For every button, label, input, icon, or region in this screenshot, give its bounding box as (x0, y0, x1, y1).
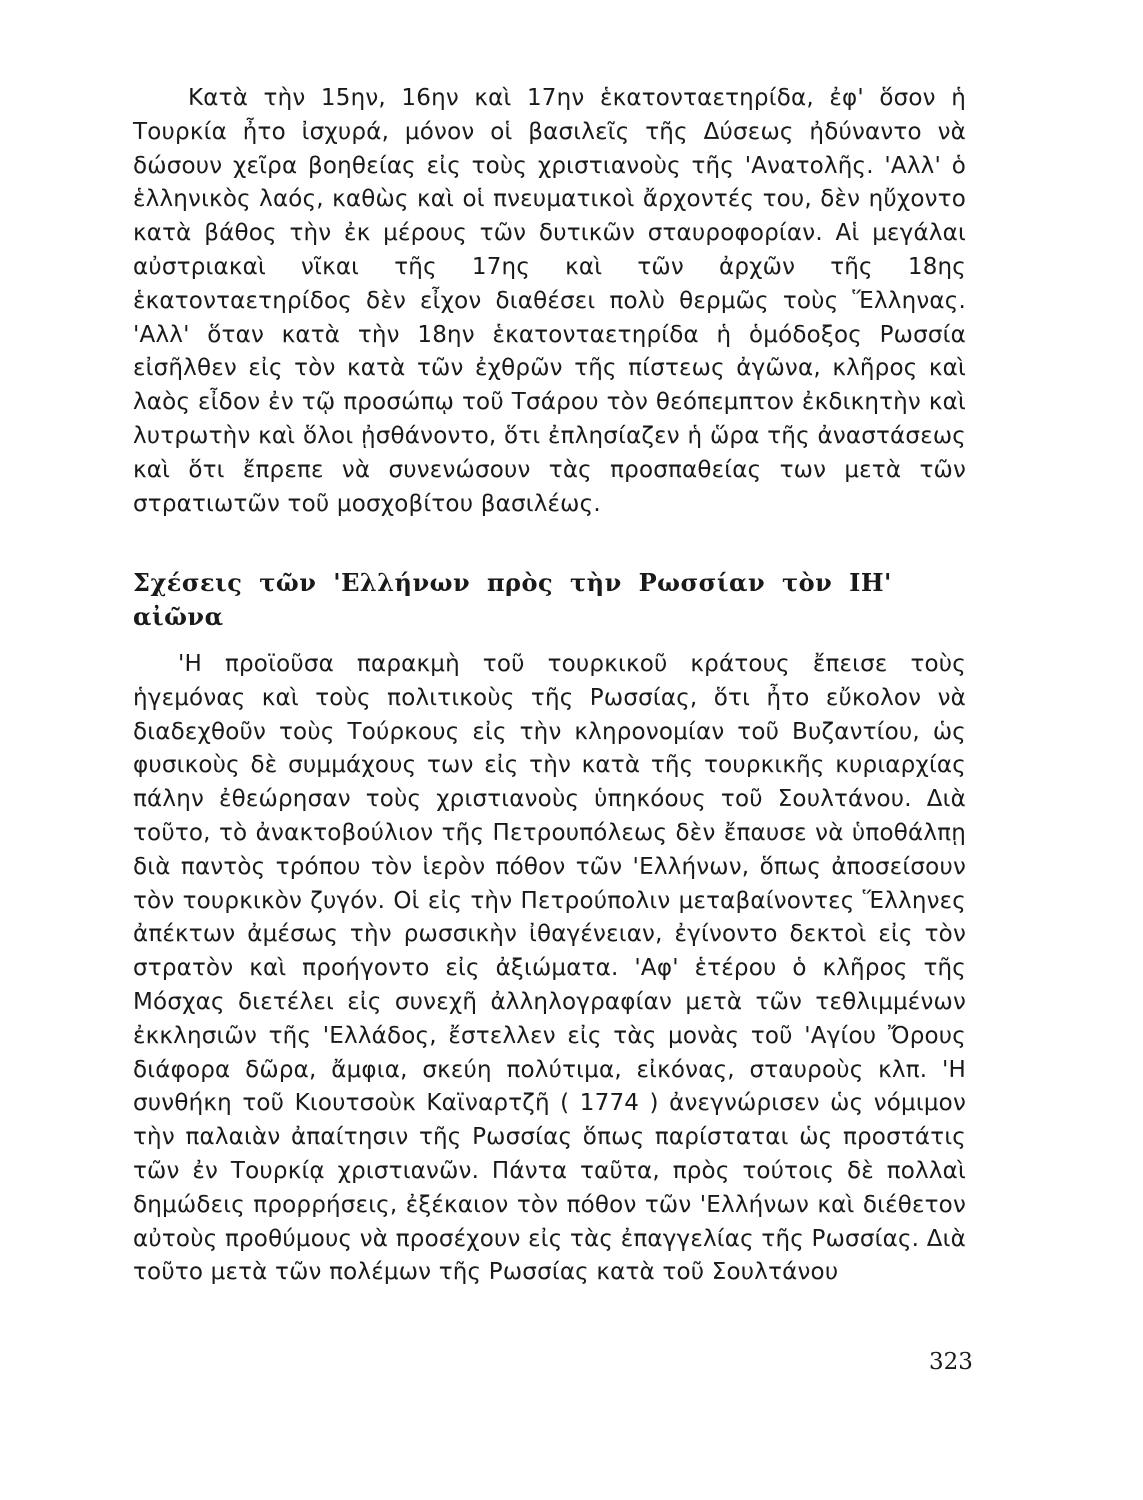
paragraph-intro: Κατὰ τὴν 15ην, 16ην καὶ 17ην ἑκατονταετηρίδα, ἐφ' ὅσον ἡ Τουρκία ἦτο ἰσχυρά, μόνον οἱ βασιλεῖς τῆς Δύσεως ἠδύναντο νὰ δώσουν χεῖρα βοηθείας εἰς τοὺς χριστιανοὺς τῆς 'Ανατολῆς. 'Αλλ' ὁ ἑλληνικὸς λαός, καθὼς καὶ οἱ πνευματικοὶ ἄρχοντές του, δὲν ηὔχοντο κατὰ βάθος τὴν ἐκ μέρους τῶν δυτικῶν σταυροφορίαν. Αἱ μεγάλαι αὐστριακαὶ νῖκαι τῆς 17ης καὶ τῶν ἀρχῶν τῆς 18ης ἑκατονταετηρίδος δὲν εἶχον διαθέσει πολὺ θερμῶς τοὺς Ἕλληνας. 'Αλλ' ὅταν κατὰ τὴν 18ην ἑκατονταετηρίδα ἡ ὁμόδοξος Ρωσσία εἰσῆλθεν εἰς τὸν κατὰ τῶν ἐχθρῶν τῆς πίστεως ἀγῶνα, κλῆρος καὶ λαὸς εἶδον ἐν τῷ προσώπῳ τοῦ Τσάρου τὸν θεόπεμπτον ἐκδικητὴν καὶ λυτρωτὴν καὶ ὅλοι ᾐσθάνοντο, ὅτι ἐπλησίαζεν ἡ ὥρα τῆς ἀναστάσεως καὶ ὅτι ἔπρεπε νὰ συνενώσουν τὰς προσπαθείας των μετὰ τῶν στρατιωτῶν τοῦ μοσχοβίτου βασιλέως. (133, 85, 966, 517)
section-heading: Σχέσεις τῶν 'Ελλήνων πρὸς τὴν Ρωσσίαν τὸν ΙΗ' αἰῶνα (133, 568, 892, 631)
page-number: 323 (929, 1349, 973, 1375)
paragraph-body: 'Η προϊοῦσα παρακμὴ τοῦ τουρκικοῦ κράτους ἔπεισε τοὺς ἡγεμόνας καὶ τοὺς πολιτικοὺς τῆς Ρωσσίας, ὅτι ἦτο εὔκολον νὰ διαδεχθοῦν τοὺς Τούρκους εἰς τὴν κληρονομίαν τοῦ Βυζαντίου, ὡς φυσικοὺς δὲ συμμάχους των εἰς τὴν κατὰ τῆς τουρκικῆς κυριαρχίας πάλην ἐθεώρησαν τοὺς χριστιανοὺς ὑπηκόους τοῦ Σουλτάνου. Διὰ τοῦτο, τὸ ἀνακτοβούλιον τῆς Πετρουπόλεως δὲν ἔπαυσε νὰ ὑποθάλπῃ διὰ παντὸς τρόπου τὸν ἱερὸν πόθον τῶν 'Ελλήνων, ὅπως ἀποσείσουν τὸν τουρκικὸν ζυγόν. Οἱ εἰς τὴν Πετρούπολιν μεταβαίνοντες Ἕλληνες ἀπέκτων ἀμέσως τὴν ρωσσικὴν ἰθαγένειαν, ἐγίνοντο δεκτοὶ εἰς τὸν στρατὸν καὶ προήγοντο εἰς ἀξιώματα. 'Αφ' ἑτέρου ὁ κλῆρος τῆς Μόσχας διετέλει εἰς συνεχῆ ἀλληλογραφίαν μετὰ τῶν τεθλιμμένων ἐκκλησιῶν τῆς 'Ελλάδος, ἔστελλεν εἰς τὰς μονὰς τοῦ 'Αγίου Ὄρους διάφορα δῶρα, ἄμφια, σκεύη πολύτιμα, εἰκόνας, σταυροὺς κλπ. 'Η συνθήκη τοῦ Κιουτσοὺκ Καϊναρτζῆ ( 1774 ) ἀνεγνώρισεν ὡς νόμιμον τὴν παλαιὰν ἀπαίτησιν τῆς Ρωσσίας ὅπως παρίσταται ὡς προστάτις τῶν ἐν Τουρκίᾳ χριστιανῶν. Πάντα ταῦτα, πρὸς τούτοις δὲ πολλαὶ δημώδεις προρρήσεις, ἐξέκαιον τὸν πόθον τῶν 'Ελλήνων καὶ διέθετον αὐτοὺς προθύμους νὰ προσέχουν εἰς τὰς ἐπαγγελίας τῆς Ρωσσίας. Διὰ τοῦτο μετὰ τῶν πολέμων τῆς Ρωσσίας κατὰ τοῦ Σουλτάνου (133, 651, 966, 1286)
